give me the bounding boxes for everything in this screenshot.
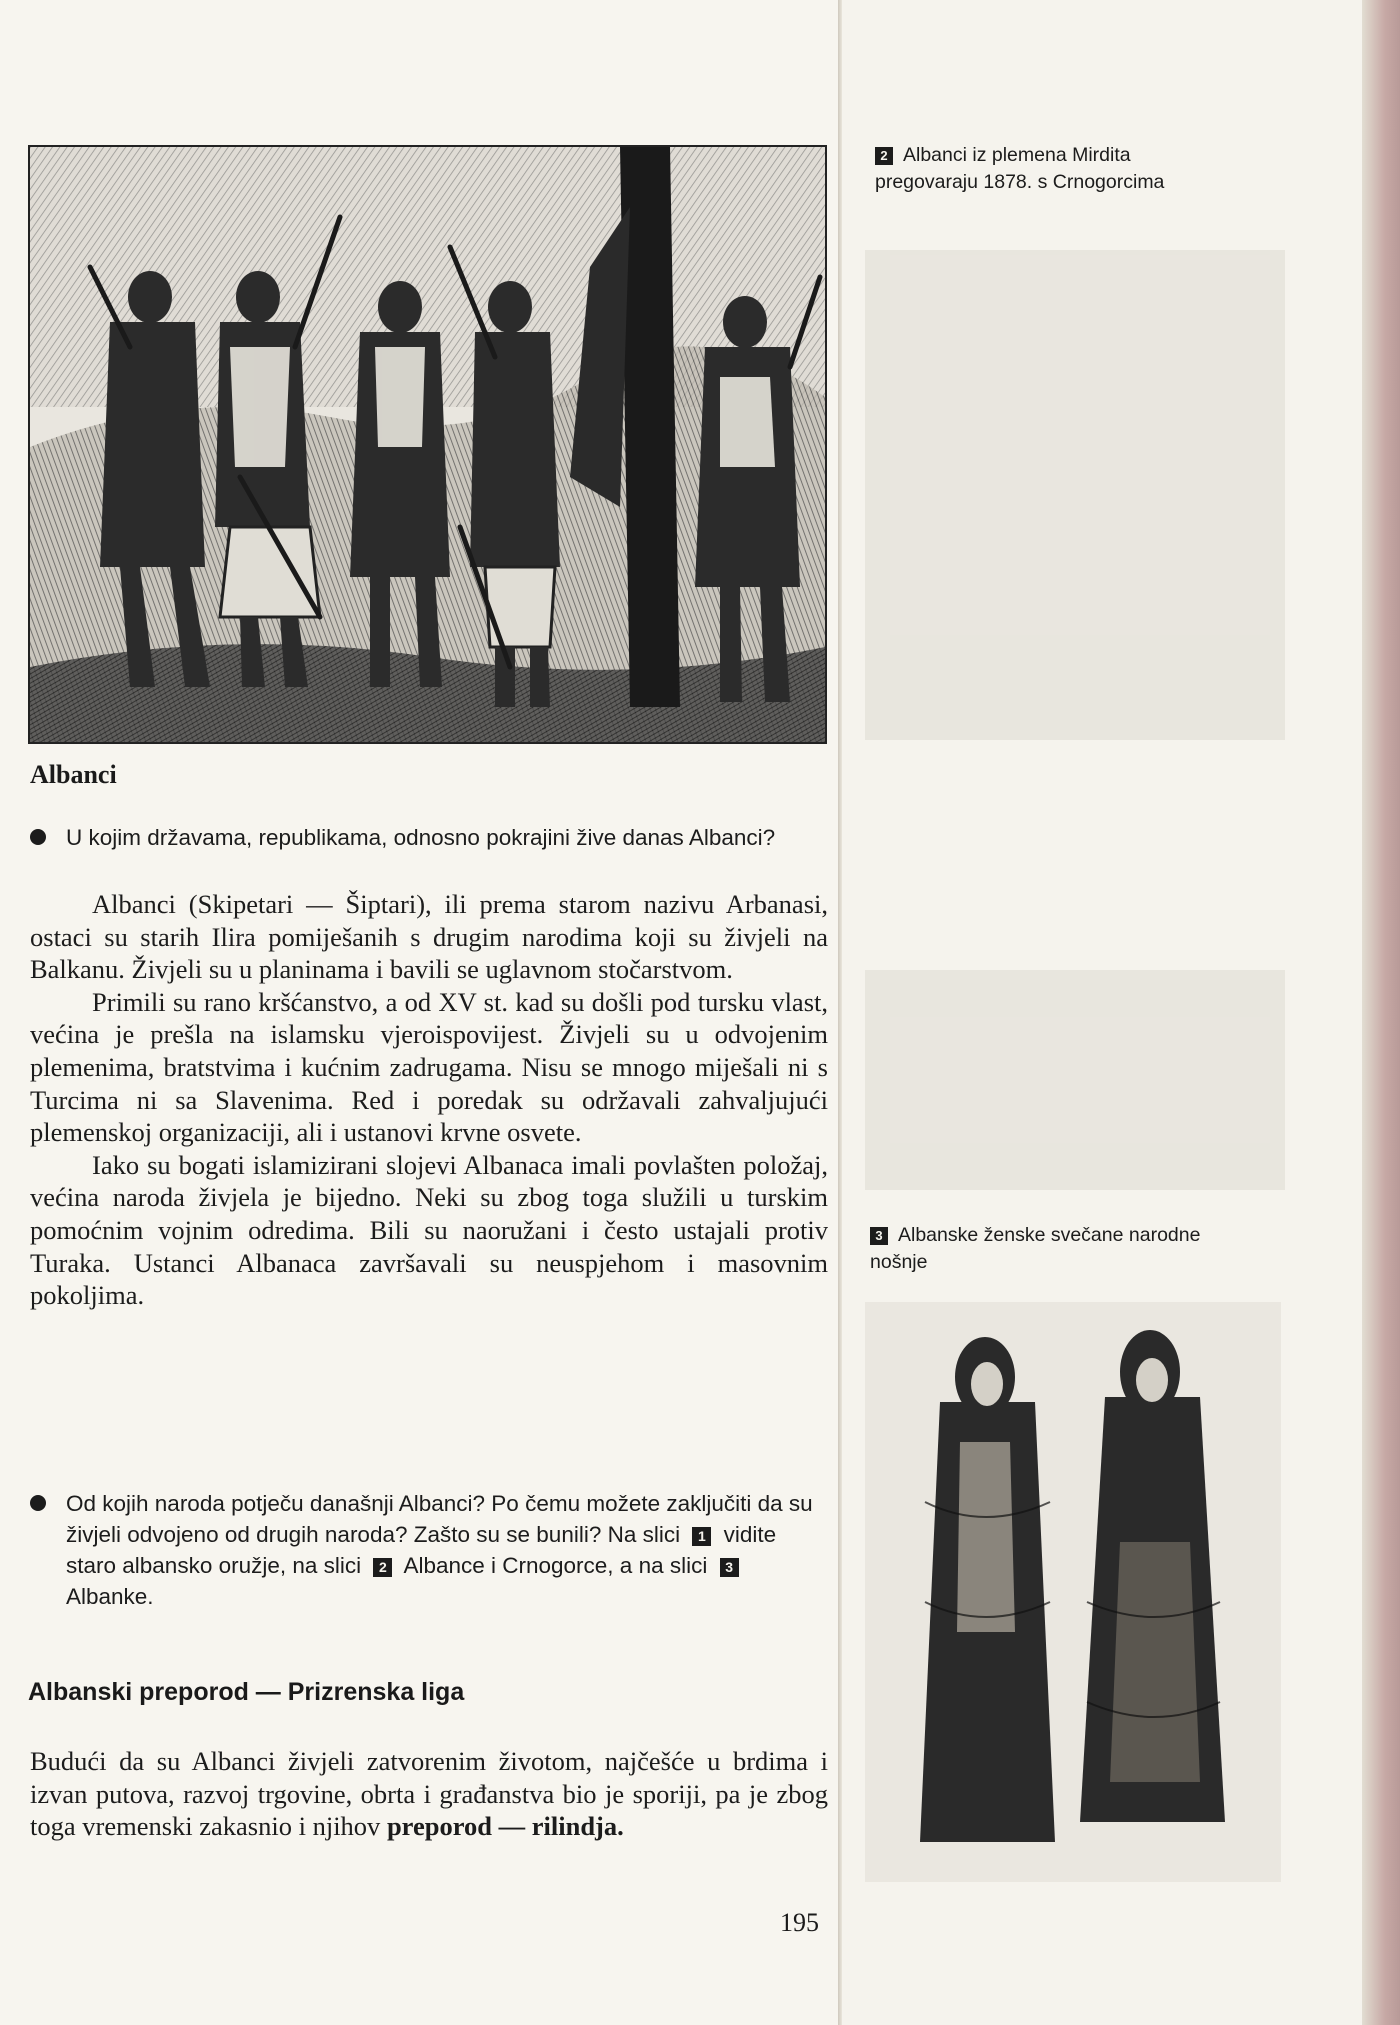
figure-ref-1: 1	[692, 1527, 711, 1546]
question-1	[66, 822, 828, 853]
page-edge	[1362, 0, 1400, 2025]
illustration-albanians-mirdita	[28, 145, 827, 744]
engraving-figures	[30, 147, 825, 742]
figure-number-2: 2	[875, 147, 893, 165]
question-2-text-b: vidite staro albansko oružje, na slici	[66, 1522, 777, 1578]
figure-caption-3-text: Albanske ženske svečane narodne nošnje	[870, 1224, 1201, 1273]
bullet-icon	[30, 829, 46, 845]
show-through-block-bottom	[865, 970, 1285, 1190]
figure-caption-2-text: Albanci iz plemena Mirdita pregovaraju 1878. s Crnogorcima	[875, 144, 1165, 193]
section-title-preporod: Albanski preporod — Prizrenska liga	[28, 1678, 465, 1706]
illustration-albanian-women-costumes	[865, 1302, 1281, 1882]
show-through-block-top	[865, 250, 1285, 740]
figure-caption-2	[875, 142, 1215, 196]
section-title-albanci: Albanci	[30, 760, 117, 789]
figure-ref-3: 3	[720, 1558, 739, 1577]
paragraph-preporod-bold: preporod — rilindja.	[386, 1811, 624, 1842]
body-text-preporod	[30, 1745, 828, 1843]
paragraph-3: Iako su bogati islamizirani slojevi Albanaca imali povlašten položaj, većina naroda živjela je bijedno. Neki su zbog toga služili u turskim pomoćnim vojnim odredima. Bili su naoružani i često ustajali protiv Turaka. Ustanci Albanaca završavali su neuspjehom i masovnim pokoljima.	[30, 1149, 828, 1311]
figure-ref-2: 2	[373, 1558, 392, 1577]
paragraph-2: Primili su rano kršćanstvo, a od XV st. kad su došli pod tursku vlast, većina je prešla na islamsku vjeroispovijest. Živjeli su u odvojenim plemenima, bratstvima i kućnim zadrugama. Nisu se mnogo miješali ni s Turcima ni sa Slavenima. Red i poredak su održavali zahvaljujući plemenskoj organizaciji, ali i ustanovi krvne osvete.	[30, 986, 828, 1148]
question-2	[66, 1488, 828, 1612]
question-2-text-d: Albanke.	[66, 1584, 154, 1609]
page-number: 195	[780, 1908, 819, 1937]
costume-figures	[865, 1302, 1281, 1882]
bullet-icon	[30, 1495, 46, 1511]
question-1-text: U kojim državama, republikama, odnosno pokrajini žive danas Albanci?	[66, 825, 776, 850]
question-2-text-c: Albance i Crnogorce, a na slici	[403, 1553, 708, 1578]
paragraph-preporod	[30, 1745, 828, 1843]
figure-caption-3	[870, 1222, 1230, 1276]
question-2-text-a: Od kojih naroda potječu današnji Albanci? Po čemu možete zaključiti da su živjeli odvojeno od drugih naroda? Zašto su se bunili? Na slici	[66, 1491, 813, 1547]
figure-number-3: 3	[870, 1227, 888, 1245]
body-text-albanci	[30, 888, 828, 1312]
paragraph-1: Albanci (Skipetari — Šiptari), ili prema starom nazivu Arbanasi, ostaci su starih Ilira pomiješanih s drugim narodima koji su živjeli na Balkanu. Živjeli su u planinama i bavili se uglavnom stočarstvom.	[30, 889, 828, 985]
paragraph-preporod-text: Budući da su Albanci živjeli zatvorenim životom, najčešće u brdima i izvan putova, razvoj trgovine, obrta i građanstva bio je sporiji, pa je zbog toga vremenski zakasnio i njihov	[30, 1746, 828, 1842]
